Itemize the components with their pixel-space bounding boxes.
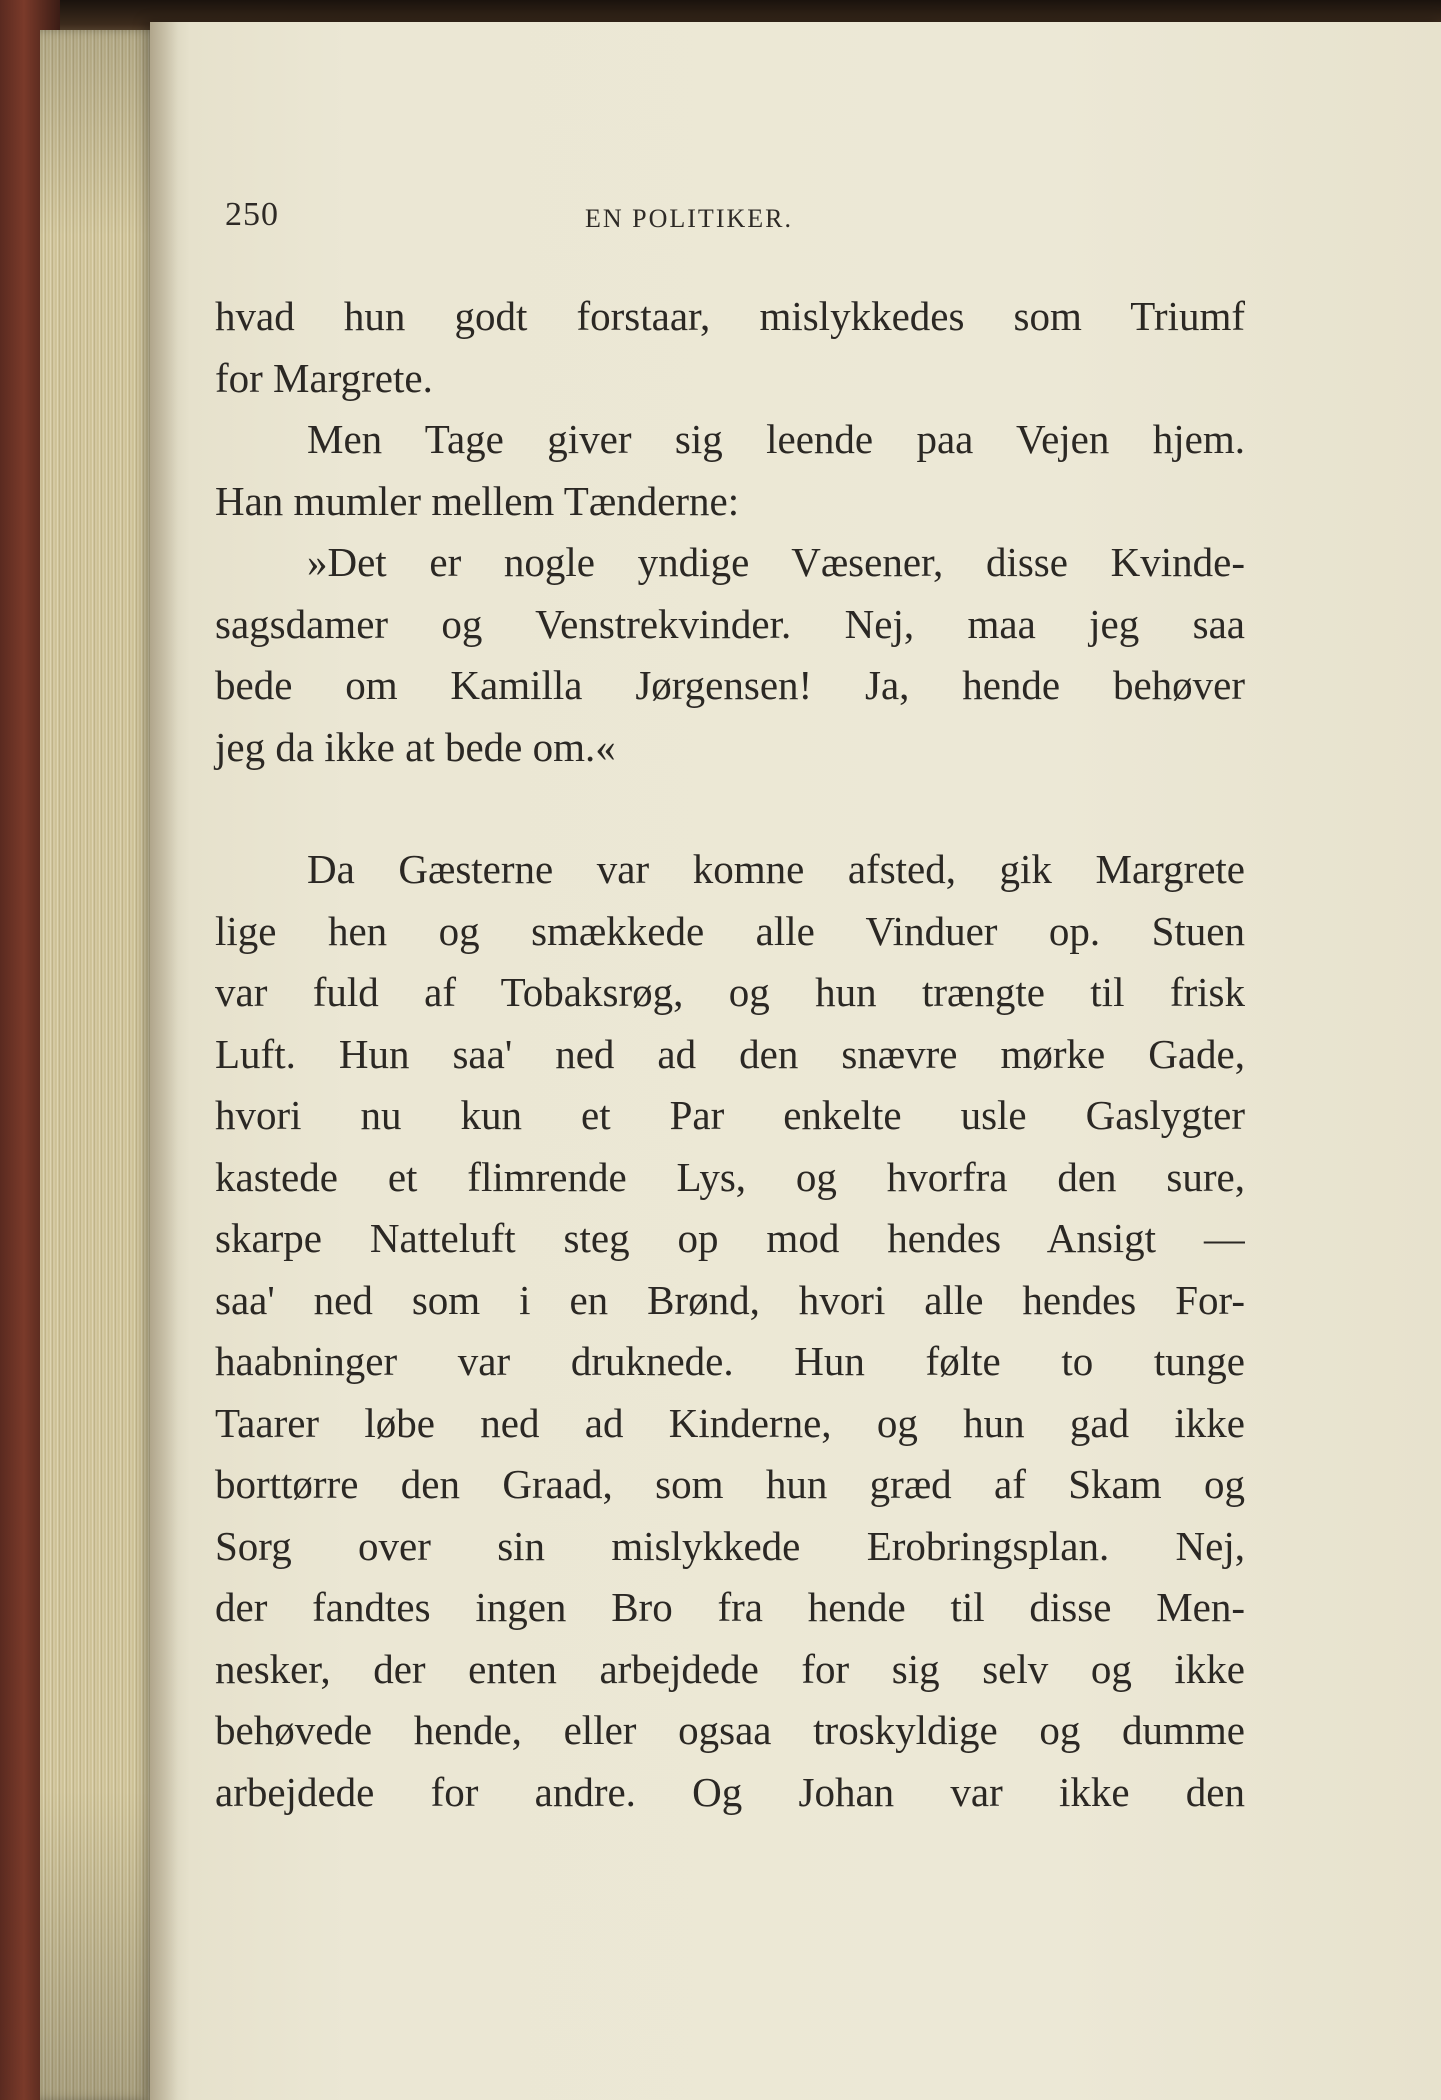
text-line: Taarer løbe ned ad Kinderne, og hun gad ikke — [215, 1399, 1245, 1446]
text-line: »Det er nogle yndige Væsener, disse Kvinde- — [307, 539, 1245, 585]
page-header — [225, 196, 1025, 246]
text-line: skarpe Natteluft steg op mod hendes Ansigt — — [215, 1215, 1245, 1261]
text-line: behøvede hende, eller ogsaa troskyldige og dumme — [215, 1707, 1245, 1753]
text-line: haabninger var druknede. Hun følte to tunge — [215, 1338, 1245, 1384]
text-line: Men Tage giver sig leende paa Vejen hjem. — [307, 416, 1245, 462]
text-line: var fuld af Tobaksrøg, og hun trængte til frisk — [215, 969, 1245, 1015]
body-text — [215, 286, 1245, 1823]
page-number: 250 — [225, 196, 279, 233]
text-line: jeg da ikke at bede om.« — [215, 723, 616, 770]
text-line: bede om Kamilla Jørgensen! Ja, hende behøver — [215, 662, 1245, 708]
text-line: kastede et flimrende Lys, og hvorfra den sure, — [215, 1153, 1245, 1200]
text-line: der fandtes ingen Bro fra hende til disse Men- — [215, 1584, 1245, 1630]
text-line: nesker, der enten arbejdede for sig selv og ikke — [215, 1645, 1245, 1692]
text-line: saa' ned som i en Brønd, hvori alle hendes For- — [215, 1276, 1245, 1323]
text-line: lige hen og smækkede alle Vinduer op. Stuen — [215, 907, 1245, 954]
text-line: Luft. Hun saa' ned ad den snævre mørke Gade, — [215, 1030, 1245, 1077]
text-line: sagsdamer og Venstrekvinder. Nej, maa jeg saa — [215, 600, 1245, 647]
text-line: Sorg over sin mislykkede Erobringsplan. Nej, — [215, 1522, 1245, 1569]
section-break — [215, 778, 1245, 839]
text-line: hvad hun godt forstaar, mislykkedes som Triumf — [215, 293, 1245, 339]
text-line: Da Gæsterne var komne afsted, gik Margrete — [307, 846, 1245, 892]
running-title: EN POLITIKER. — [585, 204, 793, 233]
text-line: hvori nu kun et Par enkelte usle Gaslygter — [215, 1092, 1245, 1138]
text-line: for Margrete. — [215, 354, 433, 401]
text-line: arbejdede for andre. Og Johan var ikke den — [215, 1768, 1245, 1815]
text-line: borttørre den Graad, som hun græd af Skam og — [215, 1461, 1245, 1507]
text-line: Han mumler mellem Tænderne: — [215, 477, 740, 524]
